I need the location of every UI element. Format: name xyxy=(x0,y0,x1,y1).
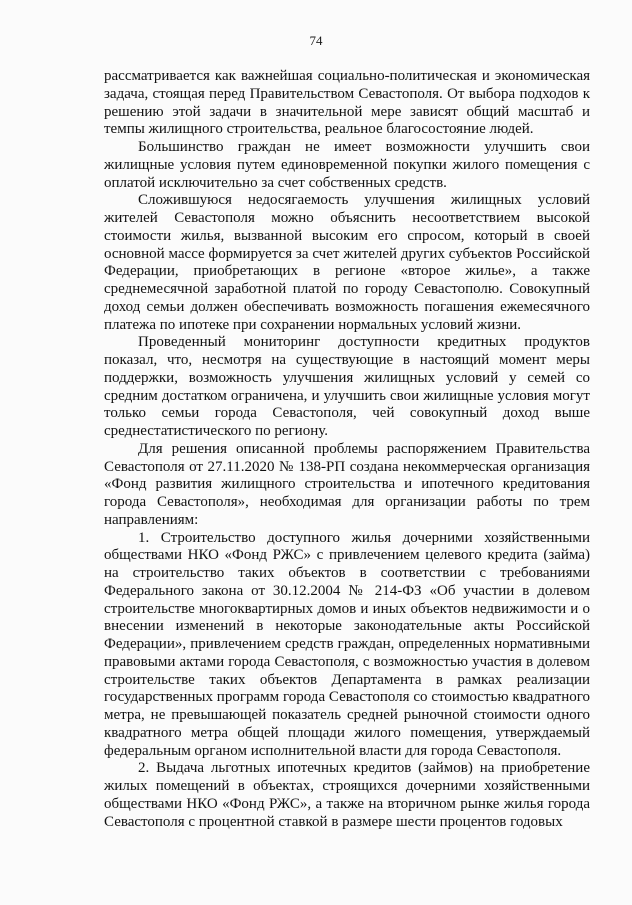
page-number: 74 xyxy=(309,33,323,48)
document-body xyxy=(104,68,590,831)
paragraph-1: рассматривается как важнейшая социально-политическая и экономическая задача, стоящая перед Правительством Севастополя. От выбора подходов к решению этой задачи в значительной мере зависят общий масштаб и темпы жилищного строительства, реальное благосостояние людей. xyxy=(104,68,590,138)
paragraph-3: Сложившуюся недосягаемость улучшения жилищных условий жителей Севастополя можно объяснить несоответствием высокой стоимости жилья, вызванной высоким его спросом, который в своей основной массе формируется за счет жителей других субъектов Российской Федерации, приобретающих в регионе «второе жилье», а также среднемесячной заработной платой по городу Севастополю. Совокупный доход семьи должен обеспечивать возможность погашения ежемесячного платежа по ипотеке при сохранении нормальных условий жизни. xyxy=(104,192,590,333)
paragraph-2: Большинство граждан не имеет возможности улучшить свои жилищные условия путем единовременной покупки жилого помещения с оплатой исключительно за счет собственных средств. xyxy=(104,139,590,191)
paragraph-6-list-item-1: 1. Строительство доступного жилья дочерними хозяйственными обществами НКО «Фонд РЖС» с привлечением целевого кредита (займа) на строительство таких объектов в соответствии с требованиями Федерального закона от 30.12.2004 № 214-ФЗ «Об участии в долевом строительстве многоквартирных домов и иных объектов недвижимости и о внесении изменений в некоторые законодательные акты Российской Федерации», привлечением средств граждан, определенных нормативными правовыми актами города Севастополя, с возможностью участия в долевом строительстве таких объектов Департамента в рамках реализации государственных программ города Севастополя со стоимостью квадратного метра, не превышающей показатель средней рыночной стоимости одного квадратного метра общей площади жилого помещения, утверждаемый федеральным органом исполнительной власти для города Севастополя. xyxy=(104,529,590,759)
paragraph-7-list-item-2: 2. Выдача льготных ипотечных кредитов (займов) на приобретение жилых помещений в объектах, строящихся дочерними хозяйственными обществами НКО «Фонд РЖС», а также на вторичном рынке жилья города Севастополя с процентной ставкой в размере шести процентов годовых xyxy=(104,760,590,830)
paragraph-5: Для решения описанной проблемы распоряжением Правительства Севастополя от 27.11.2020 № 138-РП создана некоммерческая организация «Фонд развития жилищного строительства и ипотечного кредитования города Севастополя», необходимая для организации работы по трем направлениям: xyxy=(104,440,590,528)
paragraph-4: Проведенный мониторинг доступности кредитных продуктов показал, что, несмотря на существующие в настоящий момент меры поддержки, возможность улучшения жилищных условий у семей со средним достатком ограничена, и улучшить свои жилищные условия могут только семьи города Севастополя, чей совокупный доход выше среднестатистического по региону. xyxy=(104,334,590,439)
